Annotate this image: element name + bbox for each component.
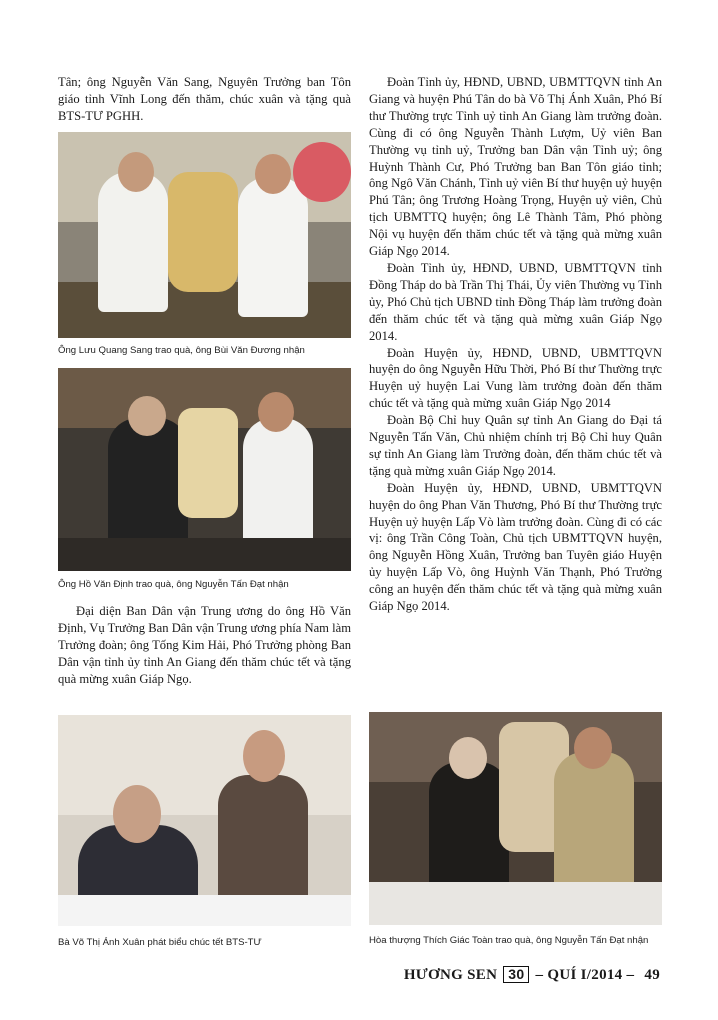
photo2-caption: Ông Hồ Văn Định trao quà, ông Nguyễn Tấn Đạt nhận: [58, 579, 289, 590]
paragraph-lai-vung: Đoàn Huyện ủy, HĐND, UBND, UBMTTQVN huyện do ông Nguyễn Hữu Thời, Phó Bí thư Thường trực Huyện uỷ huyện Lai Vung làm trưởng đoàn đến thăm chúc tết và tặng quà mừng xuân Giáp Ngọ 2014: [369, 345, 662, 411]
photo3-caption: Bà Võ Thị Ánh Xuân phát biểu chúc tết BTS-TƯ: [58, 937, 262, 948]
photo-monk-gift: [369, 712, 662, 925]
paragraph-lap-vo: Đoàn Huyện ủy, HĐND, UBND, UBMTTQVN huyện do ông Phan Văn Thương, Phó Bí thư Thường trực Huyện uỷ huyện Lấp Vò làm trưởng đoàn. Cùng đi có các vị: ông Trần Công Toàn, Chủ tịch UBMTTQVN huyện, ông Nguyễn Hồng Xuân, Trưởng ban Tuyên giáo Huyện ủy huyện Lấp Vò, ông Huỳnh Văn Thạnh, Phó Trưởng công an huyện đến thăm chúc tết và tặng quà mừng xuân Giáp Ngọ 2014.: [369, 480, 662, 614]
page-number: 49: [644, 967, 660, 983]
issue-number: 30: [503, 966, 529, 983]
magazine-title: HƯƠNG SEN: [403, 967, 498, 983]
quarter-label: – QUÍ I/2014 –: [535, 967, 635, 983]
photo-speech: [58, 715, 351, 926]
right-column: [369, 74, 662, 615]
photo-gift-handover-1: [58, 132, 351, 338]
page-footer: [404, 966, 660, 984]
paragraph-dong-thap: Đoàn Tỉnh ủy, HĐND, UBND, UBMTTQVN tỉnh Đồng Tháp do bà Trần Thị Thái, Ủy viên Thường vụ Tỉnh ủy, Phó Chủ tịch UBND tỉnh Đồng Tháp làm trưởng đoàn đến thăm chúc tết và tặng quà mừng xuân Giáp Ngọ 2014.: [369, 260, 662, 343]
photo-gift-handover-2: [58, 368, 351, 571]
paragraph-an-giang: Đoàn Tỉnh ủy, HĐND, UBND, UBMTTQVN tỉnh An Giang và huyện Phú Tân do bà Võ Thị Ánh Xuân, Phó Bí thư Thường trực Tỉnh uỷ tỉnh An Giang làm trưởng đoàn. Cùng đi có ông Nguyễn Thành Lượm, Uỷ viên Ban Thường vụ tỉnh uỷ, Trưởng ban Dân vận Tỉnh uỷ; ông Huỳnh Thành Cư, Phó Trưởng ban Ban Tôn giáo tỉnh; ông Ngô Văn Chánh, Tỉnh uỷ viên Bí thư huyện uỷ huyện Phú Tân; ông Trương Hoàng Trọng, Huyện uỷ viên, Chủ tịch UBMTTQ huyện; ông Lê Thành Tâm, Phó phòng Nội vụ huyện đến thăm chúc tết và tặng quà mừng xuân Giáp Ngọ 2014.: [369, 75, 662, 259]
paragraph-military: Đoàn Bộ Chỉ huy Quân sự tỉnh An Giang do Đại tá Nguyễn Tấn Văn, Chủ nhiệm chính trị Bộ Chỉ huy Quân sự tỉnh An Giang làm Trưởng đoàn, đến thăm chúc tết và tặng quà mừng xuân Giáp Ngọ 2014.: [369, 413, 662, 478]
photo4-caption: Hòa thượng Thích Giác Toàn trao quà, ông Nguyễn Tấn Đạt nhận: [369, 935, 649, 946]
body-paragraph: Đại diện Ban Dân vận Trung ương do ông Hồ Văn Định, Vụ Trưởng Ban Dân vận Trung ương phía Nam làm Trưởng đoàn; ông Tống Kim Hải, Phó Trưởng phòng Ban Dân vận tỉnh ủy tỉnh An Giang đến thăm chúc tết và tặng quà mừng xuân Giáp Ngọ.: [58, 604, 351, 686]
intro-paragraph: Tân; ông Nguyễn Văn Sang, Nguyên Trưởng ban Tôn giáo tỉnh Vĩnh Long đến thăm, chúc xuân và tặng quà BTS-TƯ PGHH.: [58, 75, 351, 123]
photo1-caption: Ông Lưu Quang Sang trao quà, ông Bùi Văn Đương nhận: [58, 345, 305, 356]
